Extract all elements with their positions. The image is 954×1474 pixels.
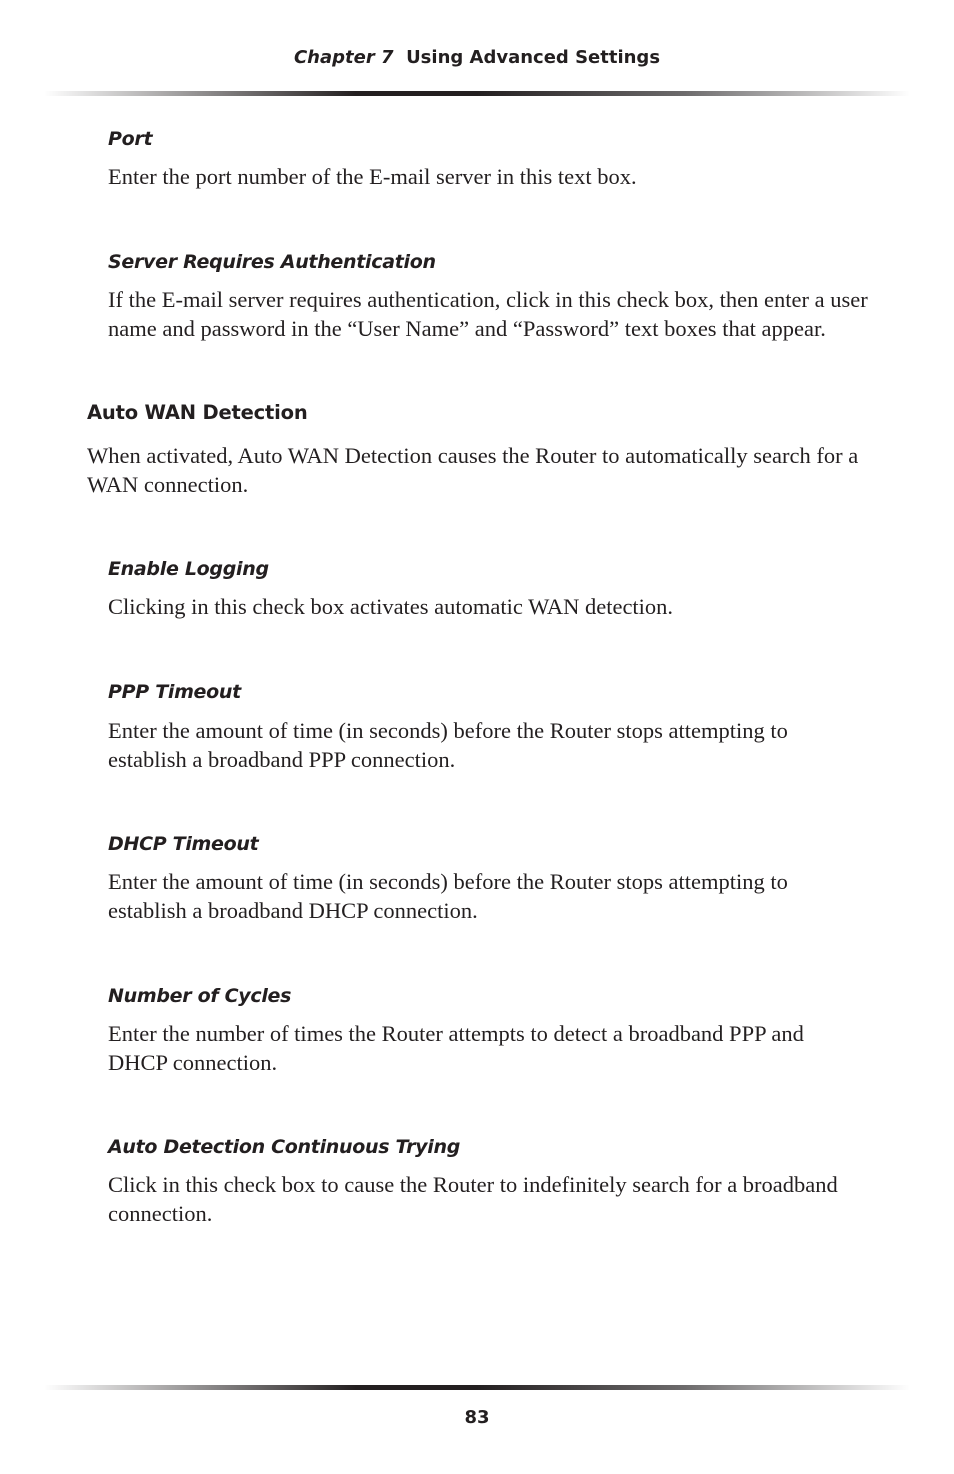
paragraph-server-auth: If the E-mail server requires authentication, click in this check box, then enter a user name and password in the “User Name” and “Password” text boxes that appear.	[108, 287, 868, 341]
heading-number-of-cycles: Number of Cycles	[108, 985, 292, 1007]
footer-rule	[44, 1385, 910, 1390]
paragraph-ppp-timeout: Enter the amount of time (in seconds) before the Router stops attempting to establish a broadband PPP connection.	[108, 718, 788, 772]
heading-port: Port	[108, 128, 153, 150]
page-number: 83	[464, 1407, 490, 1428]
chapter-label: Chapter 7	[293, 47, 394, 68]
paragraph-enable-logging: Clicking in this check box activates automatic WAN detection.	[108, 594, 674, 619]
heading-auto-detection-continuous: Auto Detection Continuous Trying	[108, 1136, 461, 1158]
running-header	[0, 46, 954, 70]
paragraph-number-of-cycles: Enter the number of times the Router attempts to detect a broadband PPP and DHCP connection.	[108, 1021, 804, 1075]
heading-ppp-timeout: PPP Timeout	[108, 681, 241, 703]
heading-enable-logging: Enable Logging	[108, 558, 269, 580]
chapter-title: Using Advanced Settings	[406, 47, 661, 68]
paragraph-auto-detection-continuous: Click in this check box to cause the Router to indefinitely search for a broadband connection.	[108, 1172, 838, 1226]
paragraph-auto-wan-detection: When activated, Auto WAN Detection causes the Router to automatically search for a WAN connection.	[87, 443, 859, 497]
heading-dhcp-timeout: DHCP Timeout	[108, 833, 259, 855]
heading-auto-wan-detection: Auto WAN Detection	[87, 401, 308, 424]
paragraph-port: Enter the port number of the E-mail server in this text box.	[108, 164, 637, 189]
paragraph-dhcp-timeout: Enter the amount of time (in seconds) before the Router stops attempting to establish a broadband DHCP connection.	[108, 869, 788, 923]
header-rule	[44, 91, 910, 96]
heading-server-auth: Server Requires Authentication	[108, 251, 436, 273]
